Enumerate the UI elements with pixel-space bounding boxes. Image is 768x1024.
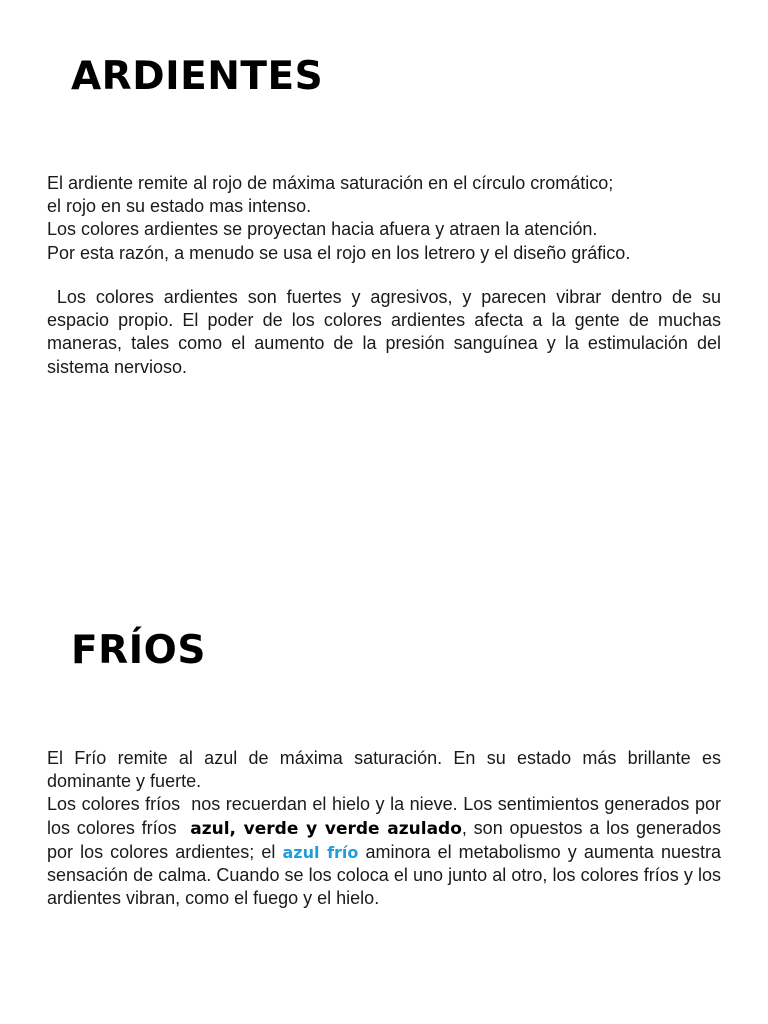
frios-bold-colors: azul, verde y verde azulado xyxy=(190,818,462,839)
frios-paragraph xyxy=(47,747,727,910)
heading-ardientes: ARDIENTES xyxy=(71,54,324,99)
heading-frios: FRÍOS xyxy=(71,628,206,673)
ardientes-body-paragraph xyxy=(47,286,727,379)
frios-body xyxy=(47,793,727,910)
frios-text-part-3: aminora el metabolismo y aumenta nuestra sensación de calma. Cuando se los coloca el uno junto al otro, los colores fríos y los ardientes vibran, como el fuego y el hielo. xyxy=(47,841,727,909)
ardientes-line-2: el rojo en su estado mas intenso. xyxy=(47,196,312,217)
ardientes-line-1: El ardiente remite al rojo de máxima saturación en el círculo cromático; xyxy=(47,173,614,193)
frios-text-part-1: Los colores fríos nos recuerdan el hielo y la nieve. Los sentimientos generados por los colores fríos xyxy=(47,794,727,838)
ardientes-intro-paragraph xyxy=(47,172,721,265)
frios-highlight-azul-frio: azul frío xyxy=(282,842,359,862)
frios-line-1: El Frío remite al azul de máxima saturación. En su estado más brillante es dominante y fuerte. xyxy=(47,748,721,792)
frios-text-part-2: , son opuestos a los generados por los colores ardientes; el xyxy=(47,817,727,862)
ardientes-paragraph-2: Los colores ardientes son fuertes y agresivos, y parecen vibrar dentro de su espacio propio. El poder de los colores ardientes afecta a la gente de muchas maneras, tales como el aumento de la presión sanguínea y la estimulación del sistema nervioso. xyxy=(47,287,727,377)
ardientes-line-3: Los colores ardientes se proyectan hacia afuera y atraen la atención. xyxy=(47,219,598,240)
ardientes-line-4: Por esta razón, a menudo se usa el rojo en los letrero y el diseño gráfico. xyxy=(47,242,631,263)
